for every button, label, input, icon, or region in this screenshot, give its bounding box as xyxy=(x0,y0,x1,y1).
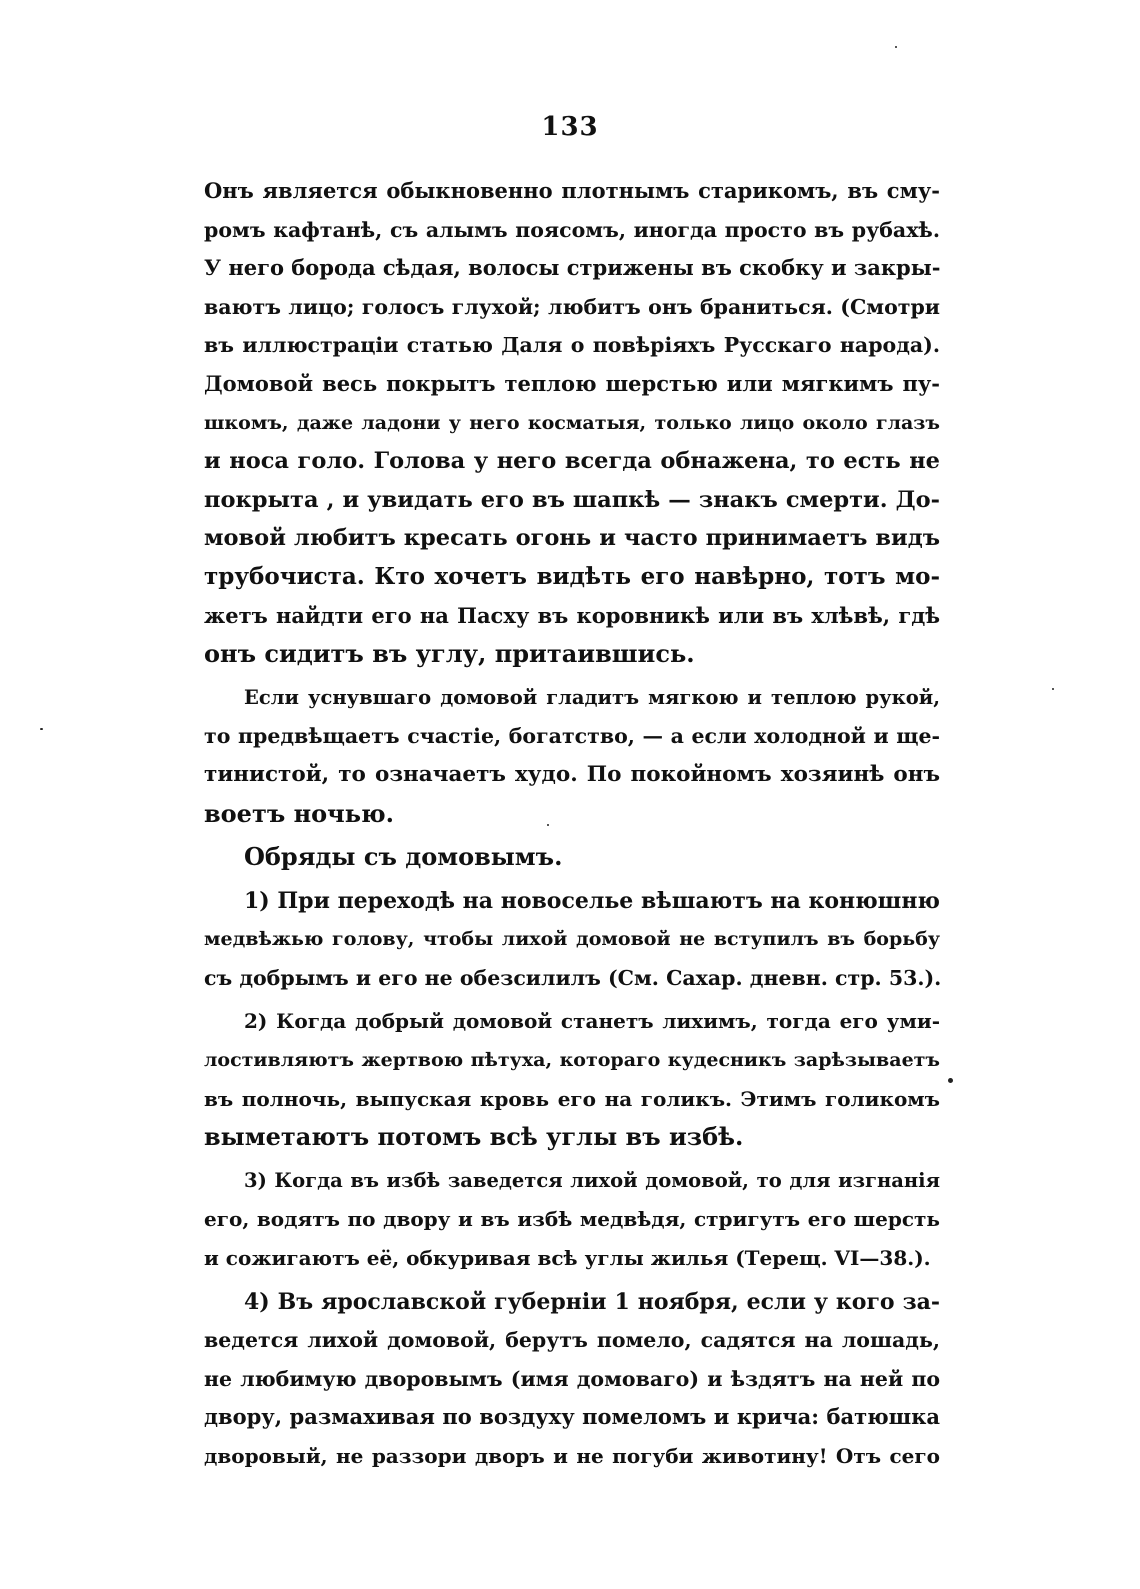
text-line: не любимую дворовымъ (имя домоваго) и ѣздятъ на ней по xyxy=(204,1366,940,1391)
body-text xyxy=(204,172,940,1476)
text-line: лостивляютъ жертвою пѣтуха, котораго кудесникъ зарѣзываетъ xyxy=(204,1049,940,1072)
scan-speck xyxy=(895,46,897,48)
text-line: 2) Когда добрый домовой станетъ лихимъ, тогда его уми- xyxy=(244,1009,940,1034)
text-line: то предвѣщаетъ счастіе, богатство, — а если холодной и ще- xyxy=(204,724,940,749)
scan-speck xyxy=(547,824,549,826)
text-line: Домовой весь покрытъ теплою шерстью или мягкимъ пу- xyxy=(204,370,940,396)
scan-speck xyxy=(948,1078,953,1083)
text-line: въ иллюстраціи статью Даля о повѣріяхъ Русскаго народа). xyxy=(204,333,940,358)
text-line: въ полночь, выпуская кровь его на голикъ. Этимъ голикомъ xyxy=(204,1086,940,1111)
text-line: шкомъ, даже ладони у него косматыя, только лицо около глазъ xyxy=(204,411,940,434)
text-line: и носа голо. Голова у него всегда обнажена, то есть не xyxy=(204,448,940,475)
text-line: дворовый, не раззори дворъ и не погуби животину! Отъ сего xyxy=(204,1444,940,1468)
text-line: трубочиста. Кто хочетъ видѣть его навѣрно, тотъ мо- xyxy=(204,562,940,590)
numbered-item xyxy=(204,1283,940,1476)
text-line: ваютъ лицо; голосъ глухой; любитъ онъ браниться. (Смотри xyxy=(204,294,940,319)
text-line: медвѣжью голову, чтобы лихой домовой не вступилъ въ борьбу xyxy=(204,928,940,951)
text-line: двору, размахивая по воздуху помеломъ и крича: батюшка xyxy=(204,1404,940,1430)
text-line: 1) При переходѣ на новоселье вѣшаютъ на конюшню xyxy=(244,887,940,914)
scan-speck xyxy=(40,728,43,730)
text-line: тинистой, то означаетъ худо. По покойномъ хозяинѣ онъ xyxy=(204,761,940,787)
numbered-item xyxy=(204,1002,940,1156)
text-line: онъ сидитъ въ углу, притаившись. xyxy=(204,639,695,669)
text-line: и сожигаютъ её, обкуривая всѣ углы жилья (Терещ. VI—38.). xyxy=(204,1246,931,1271)
text-line: Если уснувшаго домовой гладитъ мягкою и теплою рукой, xyxy=(244,685,940,709)
text-line: съ добрымъ и его не обезсилилъ (См. Сахар. дневн. стр. 53.). xyxy=(204,965,942,990)
text-line: воетъ ночью. xyxy=(204,798,394,828)
section-heading xyxy=(204,838,940,877)
numbered-item xyxy=(204,1162,940,1278)
paragraph xyxy=(204,172,940,674)
paragraph xyxy=(204,679,940,833)
text-line: Обряды съ домовымъ. xyxy=(244,842,563,872)
text-line: его, водятъ по двору и въ избѣ медвѣдя, стригутъ его шерсть xyxy=(204,1207,940,1232)
text-line: мовой любитъ кресать огонь и часто принимаетъ видъ xyxy=(204,525,940,552)
text-line: Онъ является обыкновенно плотнымъ старикомъ, въ сму- xyxy=(204,178,940,203)
text-line: 4) Въ ярославской губерніи 1 ноября, если у кого за- xyxy=(244,1288,940,1315)
text-line: 3) Когда въ избѣ заведется лихой домовой, то для изгнанія xyxy=(244,1168,940,1192)
text-line: ведется лихой домовой, берутъ помело, садятся на лошадь, xyxy=(204,1328,940,1353)
text-line: ромъ кафтанѣ, съ алымъ поясомъ, иногда просто въ рубахѣ. xyxy=(204,217,940,242)
text-line: У него борода сѣдая, волосы стрижены въ скобку и закры- xyxy=(204,255,941,281)
page-number: 133 xyxy=(541,112,599,142)
numbered-item xyxy=(204,882,940,998)
scan-speck xyxy=(1052,688,1054,690)
text-line: покрыта , и увидать его въ шапкѣ — знакъ смерти. До- xyxy=(204,486,940,513)
text-line: выметаютъ потомъ всѣ углы въ избѣ. xyxy=(204,1122,744,1152)
text-line: жетъ найдти его на Пасху въ коровникѣ или въ хлѣвѣ, гдѣ xyxy=(204,602,940,628)
